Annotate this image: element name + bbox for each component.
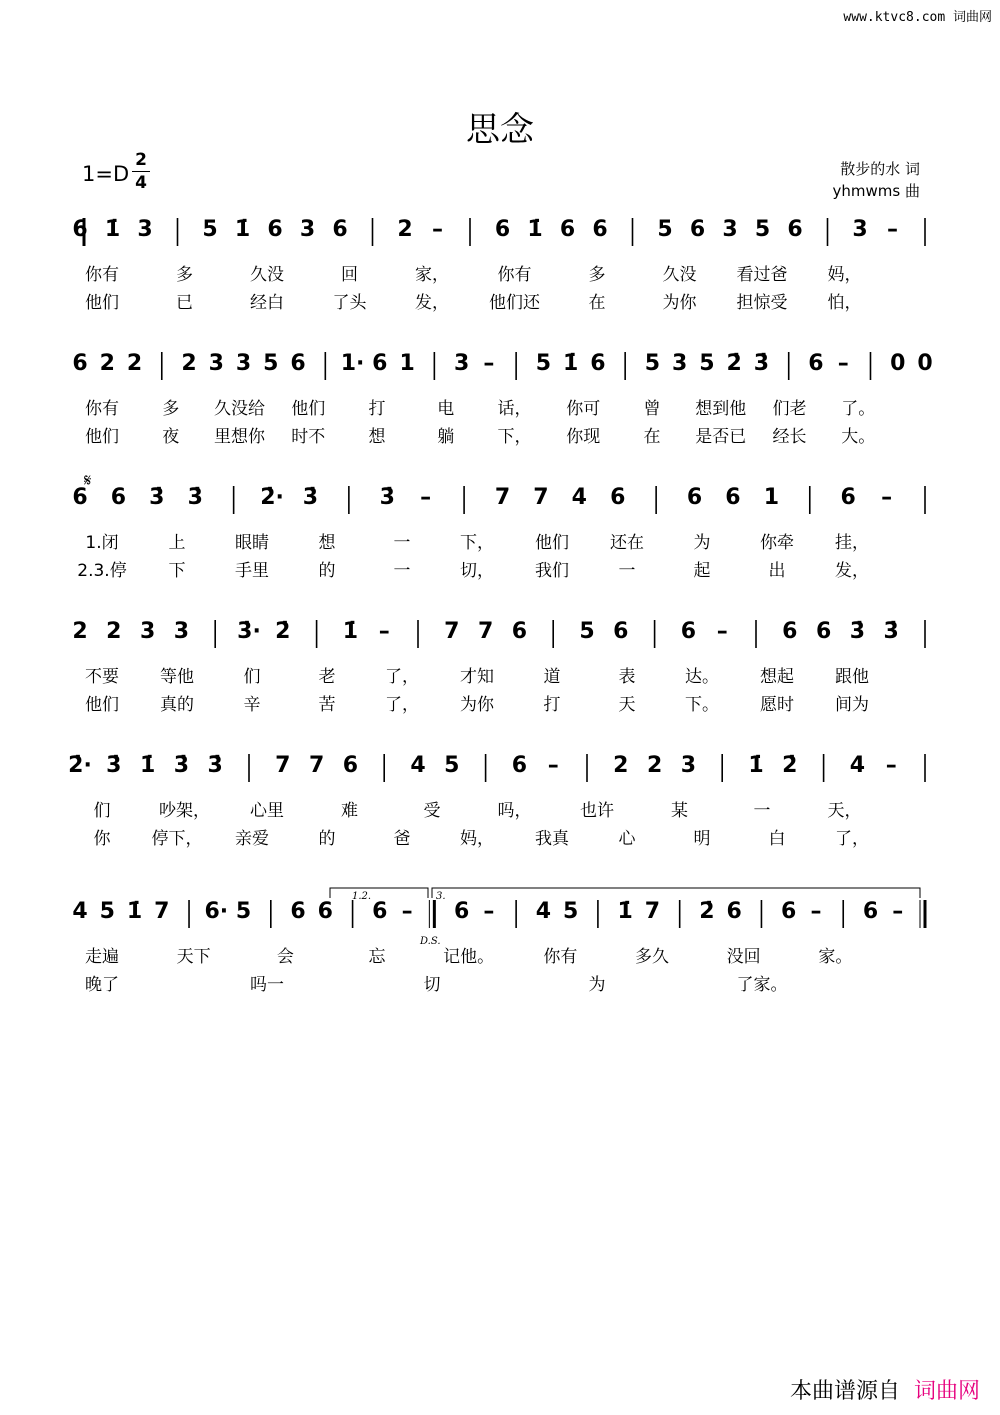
lyric: 躺 <box>437 427 455 447</box>
note: 6 <box>317 899 333 924</box>
note: 7 <box>308 753 325 778</box>
note: 1̇ <box>234 217 251 242</box>
lyric: 还在 <box>610 533 644 553</box>
lyric: 2.3.停 <box>77 561 127 581</box>
lyric: 里想你 <box>214 427 265 447</box>
lyric: 天下 <box>176 947 211 967</box>
note: 6 <box>862 899 879 924</box>
note: 6 <box>494 217 511 242</box>
note: 3 <box>137 217 153 242</box>
composer-credit: yhmwms 曲 <box>832 182 920 200</box>
lyric: 他们还 <box>489 293 540 313</box>
lyric: 了， <box>385 695 419 715</box>
lyric: 已 <box>176 293 193 313</box>
lyric: 下 <box>168 561 186 581</box>
lyric: 出 <box>768 561 786 581</box>
note: 6 <box>787 217 803 242</box>
lyric: 了。 <box>841 399 876 419</box>
lyric: 为你 <box>460 695 494 715</box>
lyric: 晚了 <box>85 975 119 995</box>
note: 6 <box>725 485 741 510</box>
note: 3̇ <box>207 753 223 778</box>
lyric: 他们 <box>85 695 119 715</box>
lyric: 了， <box>835 829 869 849</box>
lyric: 的 <box>318 561 336 581</box>
note: – <box>810 899 822 924</box>
lyric: 一 <box>393 533 411 553</box>
note: – <box>420 485 432 510</box>
note: 1̇ <box>748 753 764 778</box>
lyric: 们 <box>243 667 261 687</box>
note: 6 <box>453 899 470 924</box>
note: 7 <box>444 619 460 644</box>
lyric: 苦 <box>318 695 336 715</box>
lyric: 经长 <box>772 427 807 447</box>
lyric: 吵架， <box>159 801 210 821</box>
segno-sign: 𝄋 <box>84 471 92 491</box>
note: 2 <box>646 753 663 778</box>
note: 5 <box>699 351 715 376</box>
note: 4 <box>410 753 426 778</box>
lyric: 们老 <box>772 399 807 419</box>
lyric: 你牵 <box>760 533 794 553</box>
note: 6 <box>726 899 742 924</box>
note: 1̇ <box>126 899 143 924</box>
lyric: 家， <box>415 265 449 285</box>
footer-text: 本曲谱源自 <box>789 1379 900 1404</box>
note: 6 <box>689 217 706 242</box>
note: 6 <box>680 619 697 644</box>
volta-bracket-2 <box>432 888 920 898</box>
lyric: 妈， <box>827 265 862 285</box>
ds-marking: D.S. <box>420 936 441 947</box>
lyric: 们 <box>93 801 111 821</box>
lyric: 间为 <box>835 695 869 715</box>
lyric: 亲爱 <box>235 829 269 849</box>
note: 6 <box>511 753 528 778</box>
note: 3̇ <box>302 485 319 510</box>
note: 3 <box>672 351 688 376</box>
volta-bracket-1 <box>330 888 428 898</box>
note: 6 <box>290 899 306 924</box>
lyric: 我真 <box>535 829 569 849</box>
lyric: 了， <box>385 667 419 687</box>
note: 2 <box>126 351 143 376</box>
note: 3̇ <box>379 485 395 510</box>
lyric: 明 <box>693 829 711 849</box>
time-top: 2 <box>135 150 147 170</box>
note: 5 <box>263 351 279 376</box>
lyric: 心里 <box>250 801 284 821</box>
note: 3 <box>722 217 738 242</box>
note: 3 <box>453 351 470 376</box>
note: – <box>401 899 413 924</box>
note: 1̇ <box>342 619 359 644</box>
note: – <box>885 753 897 778</box>
note: 2 <box>397 217 413 242</box>
note: 2 <box>99 351 115 376</box>
lyric: 在 <box>588 293 606 313</box>
note: 1 <box>399 351 415 376</box>
note: 2̇· <box>68 753 92 778</box>
note: 7 <box>275 753 291 778</box>
lyric: 曾 <box>643 399 661 419</box>
lyric: 打 <box>543 695 561 715</box>
volta-label-1: 1.2. <box>352 891 372 902</box>
note: – <box>432 217 443 242</box>
lyric: 你有 <box>497 265 532 285</box>
lyric: 吗， <box>497 801 532 821</box>
note: 6 <box>72 485 88 510</box>
note: 0 <box>890 351 906 376</box>
lyric: 辛 <box>243 695 261 715</box>
lyric: 电 <box>437 399 455 419</box>
lyric: 久没给 <box>214 399 265 419</box>
lyric: 话， <box>497 399 532 419</box>
lyric: 切， <box>460 561 494 581</box>
note: 2̇· <box>260 485 284 510</box>
note: 3̇ <box>187 485 203 510</box>
lyric: 一 <box>393 561 411 581</box>
lyric: 多 <box>162 399 180 419</box>
lyric: 家。 <box>818 947 853 967</box>
lyric: 担惊受 <box>736 293 788 313</box>
lyric: 道 <box>543 667 561 687</box>
note: 2̇ <box>782 753 798 778</box>
note: – <box>378 619 390 644</box>
lyric: 爸 <box>393 829 411 849</box>
lyric: 想起 <box>760 667 794 687</box>
note: 5 <box>444 753 460 778</box>
lyric: 是否已 <box>695 427 747 447</box>
note: 6 <box>372 351 388 376</box>
note: – <box>716 619 728 644</box>
lyric: 某 <box>671 801 688 821</box>
lyric: 也许 <box>580 801 614 821</box>
note: 6 <box>372 899 388 924</box>
note: 7 <box>154 899 170 924</box>
lyric: 多 <box>176 265 193 285</box>
note: 4 <box>849 753 866 778</box>
lyric: 妈， <box>460 829 494 849</box>
note: – <box>483 899 495 924</box>
lyricist-credit: 散步的水 词 <box>840 160 920 178</box>
lyric: 忘 <box>368 947 386 967</box>
lyric: 的 <box>318 829 336 849</box>
volta-label-2: 3. <box>436 891 446 902</box>
lyric: 没回 <box>726 947 761 967</box>
lyric: 下， <box>460 533 494 553</box>
lyric: 在 <box>643 427 661 447</box>
lyric: 记他。 <box>443 947 495 967</box>
note: – <box>483 351 495 376</box>
site-watermark: www.ktvc8.com 词曲网 <box>843 10 992 25</box>
note: 3 <box>299 217 316 242</box>
note: 6· <box>204 899 229 924</box>
note: 3 <box>680 753 697 778</box>
lyric: 停下， <box>151 829 203 849</box>
footer-brand: 词曲网 <box>913 1379 980 1404</box>
lyric: 切 <box>423 975 441 995</box>
note: 6 <box>782 619 798 644</box>
note: 3̇ <box>149 485 165 510</box>
lyric: 达。 <box>685 667 719 687</box>
key-signature: 1=D <box>82 162 130 186</box>
note: 5 <box>202 217 218 242</box>
lyric: 才知 <box>460 667 494 687</box>
lyric: 1.闭 <box>85 533 119 553</box>
lyric: 天， <box>827 801 862 821</box>
song-title: 思念 <box>466 110 534 150</box>
note: 4 <box>72 899 88 924</box>
note: 7 <box>477 619 494 644</box>
note: 5 <box>235 899 252 924</box>
note: 5 <box>754 217 771 242</box>
lyric: 天 <box>618 695 636 715</box>
note: 5 <box>99 899 115 924</box>
note: 1 <box>763 485 780 510</box>
lyric: 时不 <box>291 427 326 447</box>
lyric: 想 <box>318 533 336 553</box>
lyric: 挂， <box>835 533 869 553</box>
lyric: 走遍 <box>85 947 119 967</box>
note: 5 <box>535 351 552 376</box>
lyric: 上 <box>168 533 186 553</box>
note: 3̇ <box>883 619 899 644</box>
note: – <box>547 753 559 778</box>
lyric: 下， <box>497 427 532 447</box>
note: 6 <box>342 753 359 778</box>
note: 6 <box>559 217 576 242</box>
note: – <box>881 485 893 510</box>
note: 6 <box>815 619 832 644</box>
note: 6 <box>686 485 703 510</box>
note: 3̇· <box>237 619 261 644</box>
lyric: 起 <box>693 561 711 581</box>
note: 6 <box>610 485 626 510</box>
note: 2 <box>181 351 197 376</box>
lyric: 了家。 <box>736 975 788 995</box>
note: 1̇ <box>617 899 633 924</box>
time-bottom: 4 <box>135 173 147 193</box>
note: 2 <box>72 619 88 644</box>
lyric: 看过爸 <box>736 265 788 285</box>
lyric: 夜 <box>162 427 180 447</box>
note: 6 <box>808 351 824 376</box>
lyric: 一 <box>753 801 771 821</box>
note: 2̇ <box>275 619 291 644</box>
note: 6 <box>332 217 348 242</box>
lyric: 想 <box>368 427 386 447</box>
note: 5 <box>644 351 661 376</box>
note: 3̇ <box>849 619 866 644</box>
lyric: 不要 <box>85 667 119 687</box>
lyric: 他们 <box>291 399 326 419</box>
lyric: 下。 <box>685 695 719 715</box>
note: 1· <box>340 351 365 376</box>
note: 1̇ <box>104 217 121 242</box>
note: 2 <box>106 619 122 644</box>
note: 5 <box>562 899 579 924</box>
note: 5 <box>579 619 595 644</box>
note: 4 <box>571 485 587 510</box>
lyric: 老 <box>318 667 336 687</box>
lyric: 受 <box>423 801 441 821</box>
footer-source <box>790 1374 980 1405</box>
note: 3 <box>852 217 868 242</box>
note: 0 <box>917 351 933 376</box>
note: 3 <box>208 351 224 376</box>
note: 6 <box>110 485 127 510</box>
note: 6 <box>590 351 606 376</box>
lyric: 多 <box>588 265 606 285</box>
note: 7 <box>644 899 661 924</box>
lyric: 多久 <box>635 947 669 967</box>
note: 4 <box>535 899 552 924</box>
lyric: 白 <box>768 829 786 849</box>
lyric: 为 <box>588 975 606 995</box>
lyric: 发， <box>835 561 869 581</box>
lyric: 表 <box>618 667 636 687</box>
lyric: 真的 <box>160 695 194 715</box>
note: 6 <box>290 351 306 376</box>
note: 3 <box>139 619 156 644</box>
lyric: 你有 <box>543 947 578 967</box>
note: 7 <box>494 485 511 510</box>
lyric: 心 <box>618 829 636 849</box>
lyric: 发， <box>415 293 449 313</box>
note: 1̇ <box>139 753 156 778</box>
note: 6 <box>840 485 856 510</box>
lyric: 愿时 <box>760 695 794 715</box>
note: 2 <box>613 753 629 778</box>
note: 3 <box>173 619 190 644</box>
lyric: 大。 <box>841 427 876 447</box>
lyric: 你有 <box>85 399 119 419</box>
note: 7 <box>533 485 549 510</box>
lyric: 难 <box>341 801 358 821</box>
note: 6 <box>511 619 528 644</box>
note: 2̇ <box>699 899 715 924</box>
lyric: 我们 <box>535 561 569 581</box>
lyric: 回 <box>341 265 358 285</box>
lyric: 久没 <box>662 265 697 285</box>
lyric: 吗一 <box>250 975 284 995</box>
lyric: 为 <box>693 533 711 553</box>
note: – <box>892 899 904 924</box>
note: 6 <box>267 217 283 242</box>
note: 6 <box>592 217 608 242</box>
lyric: 打 <box>368 399 386 419</box>
lyric: 他们 <box>85 293 119 313</box>
note: 1̇ <box>562 351 579 376</box>
lyric: 想到他 <box>695 399 747 419</box>
note: – <box>837 351 849 376</box>
lyric: 手里 <box>235 561 269 581</box>
lyric: 为你 <box>662 293 697 313</box>
lyric: 他们 <box>85 427 119 447</box>
lyric: 经白 <box>250 293 284 313</box>
note: – <box>887 217 898 242</box>
lyric: 久没 <box>250 265 284 285</box>
note: 6 <box>781 899 797 924</box>
lyric: 等他 <box>160 667 194 687</box>
note: 6 <box>72 351 88 376</box>
lyric: 他们 <box>535 533 569 553</box>
note: 5 <box>657 217 673 242</box>
lyric: 你现 <box>566 427 601 447</box>
lyric: 跟他 <box>835 667 869 687</box>
note: 2̇ <box>726 351 742 376</box>
lyric: 你有 <box>85 265 119 285</box>
lyric: 会 <box>276 947 294 967</box>
lyric: 眼睛 <box>235 533 269 553</box>
note: 3̇ <box>173 753 190 778</box>
note: 3̇ <box>106 753 122 778</box>
note: 3 <box>235 351 252 376</box>
note: 3̇ <box>753 351 770 376</box>
note: 6 <box>613 619 629 644</box>
lyric: 你 <box>93 829 111 849</box>
lyric: 了头 <box>332 293 367 313</box>
note: 1̇ <box>527 217 543 242</box>
lyric: 一 <box>618 561 636 581</box>
lyric: 你可 <box>566 399 601 419</box>
lyric: 怕， <box>827 293 862 313</box>
note: 6 <box>72 217 88 242</box>
